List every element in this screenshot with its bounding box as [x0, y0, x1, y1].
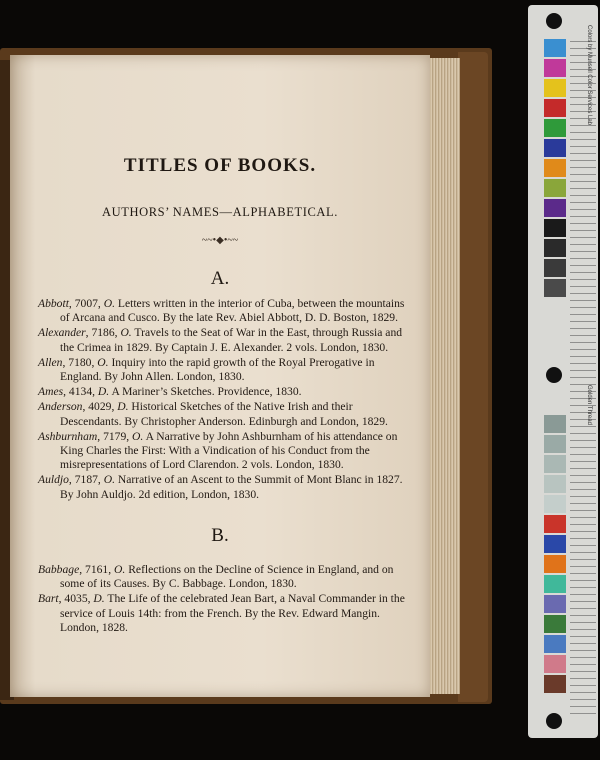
entry-description: Narrative of an Ascent to the Summit of Mont Blanc in 1827. By John Auldjo. 2d edition, London, 1830. — [60, 473, 403, 501]
entry-author: Alexander — [38, 326, 86, 340]
color-swatch — [544, 79, 566, 97]
section-letter-b: B. — [211, 525, 229, 546]
color-swatch — [544, 159, 566, 177]
bibliography-entry: Ashburnham, 7179, O. A Narrative by John Ashburnham of his attendance on King Charles the First: With a Vindication of his Conduct from the misrepresentations of Lord Clarendon. 2 vols. London, 1830. — [38, 429, 398, 472]
punch-hole-icon — [546, 13, 562, 29]
bibliography-entry: Alexander, 7186, O. Travels to the Seat of War in the East, through Russia and the Crimea in 1829. By Captain J. E. Alexander. 2 vols. London, 1830. — [38, 326, 403, 354]
page-edges — [428, 58, 460, 694]
entry-number: 4029 — [88, 400, 112, 414]
color-checker-card — [528, 5, 598, 738]
entry-format-code: D. — [97, 385, 110, 399]
entry-author: Allen — [38, 355, 63, 369]
entry-format-code: O. — [114, 563, 126, 576]
section-a-entries — [38, 297, 406, 502]
color-swatch — [544, 219, 566, 237]
entry-description: Letters written in the interior of Cuba, between the mountains of Arcana and Cusco. By the late Rev. Abiel Abbott, D. D. Boston, 1829. — [60, 297, 405, 325]
color-swatch — [544, 515, 566, 533]
entry-number: 7161 — [85, 563, 109, 576]
entry-author: Auldjo — [38, 473, 69, 487]
section-b-entries — [38, 563, 406, 635]
entry-description: Inquiry into the rapid growth of the Royal Prerogative in England. By John Allen. London, 1830. — [60, 355, 375, 384]
entry-author: Ashburnham — [38, 429, 98, 443]
entry-number: 7187 — [74, 473, 98, 487]
checker-brand-label: Colors by Munsell Color Services Lab — [586, 25, 592, 126]
punch-hole-icon — [546, 367, 562, 383]
color-swatch — [544, 259, 566, 277]
entry-format-code: D. — [117, 400, 129, 414]
entry-description: The Life of the celebrated Jean Bart, a Naval Commander in the service of Louis 14th: from the French. By the Rev. Edward Mangin. London, 1828. — [60, 592, 405, 634]
entry-author: Anderson — [38, 400, 83, 414]
color-swatch — [544, 595, 566, 613]
color-swatch — [544, 615, 566, 633]
section-letter-a: A. — [210, 268, 230, 289]
entry-format-code: O. — [97, 355, 109, 369]
entry-number: 7007 — [74, 297, 98, 310]
color-swatch — [544, 415, 566, 433]
color-swatch — [544, 495, 566, 513]
entry-number: 7179 — [103, 429, 127, 443]
entry-format-code: O. — [103, 297, 115, 310]
bibliography-entry: Bart, 4035, D. The Life of the celebrated Jean Bart, a Naval Commander in the service of Louis 14th: from the French. By the Rev. Edward Mangin. London, 1828. — [38, 592, 405, 634]
entry-number: 4035 — [64, 592, 88, 606]
entry-description: A Mariner’s Sketches. Providence, 1830. — [111, 385, 302, 399]
entry-description: Travels to the Seat of War in the East, through Russia and the Crimea in 1829. By Captain J. E. Alexander. 2 vols. London, 1830. — [60, 326, 403, 354]
entry-format-code: D. — [93, 592, 105, 606]
entry-author: Babbage — [38, 563, 80, 576]
color-swatch — [544, 475, 566, 493]
ornament-divider: ~~•◆•~~ — [201, 235, 239, 246]
color-swatch — [544, 435, 566, 453]
entry-number: 7180 — [68, 355, 92, 369]
bibliography-entry: Babbage, 7161, O. Reflections on the Decline of Science in England, and on some of its Causes. By C. Babbage. London, 1830. — [38, 563, 394, 591]
color-swatch — [544, 575, 566, 593]
bibliography-entry: Anderson, 4029, D. Historical Sketches of the Native Irish and their Descendants. By Christopher Anderson. Edinburgh and London, 1829. — [38, 400, 388, 428]
entry-description: A Narrative by John Ashburnham of his attendance on King Charles the First: With a Vindication of his Conduct from the misrepresentations of Lord Clarendon. 2 vols. London, 1830. — [60, 429, 398, 472]
color-swatch — [544, 279, 566, 297]
color-swatch — [544, 635, 566, 653]
color-swatch — [544, 455, 566, 473]
bibliography-entry: Allen, 7180, O. Inquiry into the rapid growth of the Royal Prerogative in England. By John Allen. London, 1830. — [38, 355, 375, 384]
color-swatch — [544, 239, 566, 257]
color-swatch — [544, 535, 566, 553]
color-swatch — [544, 39, 566, 57]
book-page — [10, 55, 430, 697]
color-swatch — [544, 179, 566, 197]
color-swatch — [544, 555, 566, 573]
checker-side-label: Golden Thread — [586, 385, 592, 425]
entry-description: Reflections on the Decline of Science in England, and on some of its Causes. By C. Babbage. London, 1830. — [60, 563, 394, 591]
color-swatch — [544, 675, 566, 693]
entry-number: 7186 — [91, 326, 115, 340]
color-swatch — [544, 119, 566, 137]
page-subtitle: AUTHORS’ NAMES—ALPHABETICAL. — [101, 205, 338, 219]
color-swatch — [544, 655, 566, 673]
entry-format-code: O. — [132, 429, 144, 443]
entry-number: 4134 — [68, 385, 93, 399]
color-swatch — [544, 199, 566, 217]
cover-edge — [458, 52, 488, 702]
color-swatch — [544, 99, 566, 117]
punch-hole-icon — [546, 713, 562, 729]
bibliography-entry: Auldjo, 7187, O. Narrative of an Ascent to the Summit of Mont Blanc in 1827. By John Auldjo. 2d edition, London, 1830. — [38, 473, 403, 501]
entry-format-code: O. — [103, 473, 115, 487]
entry-author: Bart — [38, 592, 59, 606]
entry-author: Ames — [38, 385, 64, 399]
bibliography-entry: Abbott, 7007, O. Letters written in the interior of Cuba, between the mountains of Arcana and Cusco. By the late Rev. Abiel Abbott, D. D. Boston, 1829. — [38, 297, 405, 325]
entry-author: Abbott — [38, 297, 69, 310]
page-title: TITLES OF BOOKS. — [123, 155, 317, 176]
color-swatch — [544, 139, 566, 157]
color-swatch — [544, 59, 566, 77]
bibliography-entry: Ames, 4134, D. A Mariner’s Sketches. Providence, 1830. — [38, 385, 302, 399]
entry-format-code: O. — [120, 326, 132, 340]
entry-description: Historical Sketches of the Native Irish and their Descendants. By Christopher Anderson. Edinburgh and London, 1829. — [60, 400, 388, 428]
